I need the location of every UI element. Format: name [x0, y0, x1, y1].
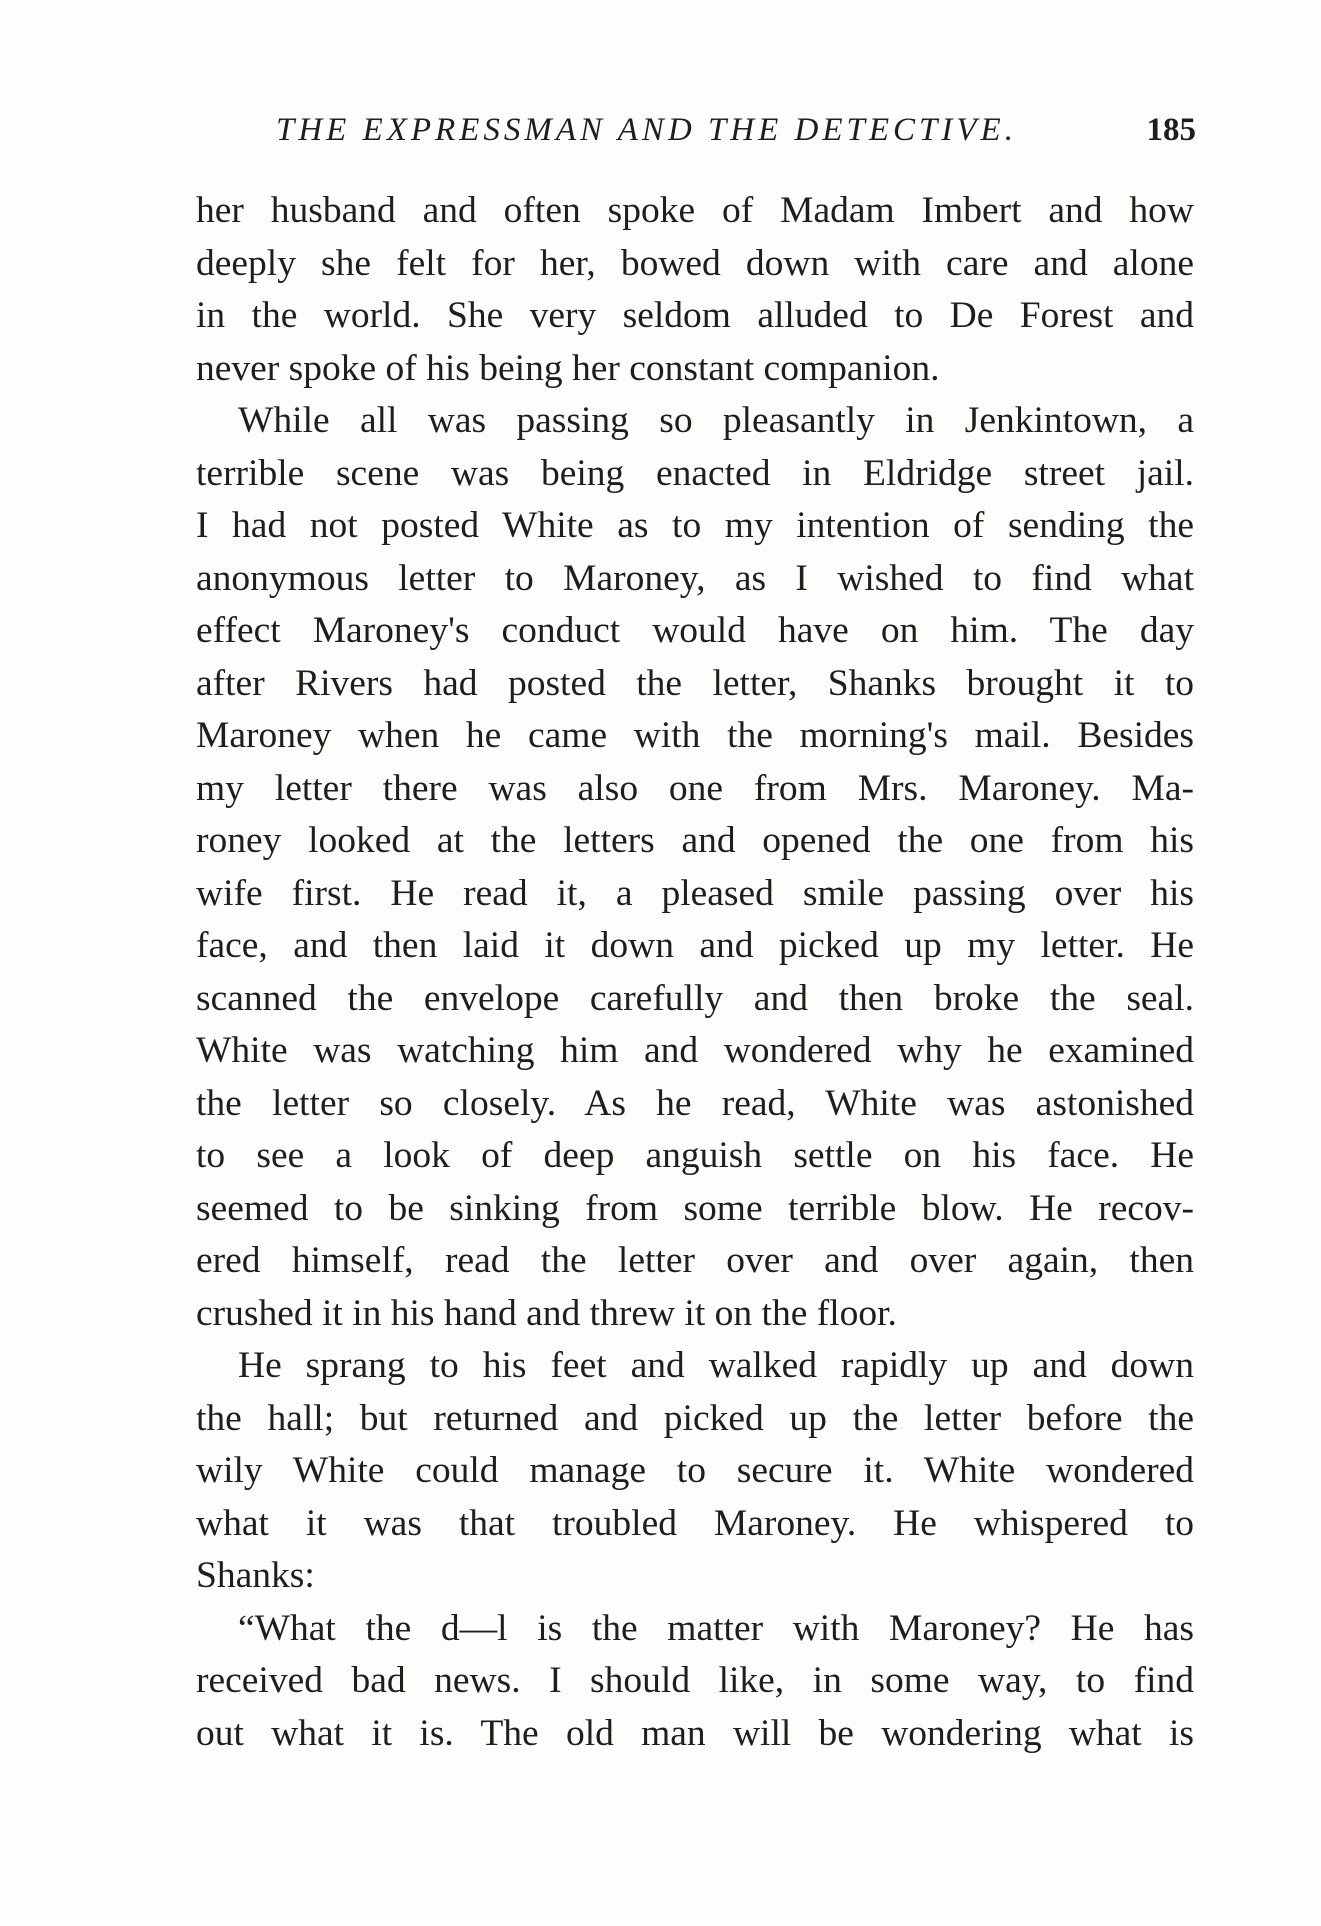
paragraph	[196, 1603, 1194, 1761]
text-line: crushed it in his hand and threw it on the floor.	[196, 1292, 897, 1334]
text-line: out what it is. The old man will be wondering what is	[196, 1712, 1194, 1754]
text-line: face, and then laid it down and picked up my letter. He	[196, 925, 1194, 966]
text-line: in the world. She very seldom alluded to De Forest and	[196, 295, 1194, 336]
text-line: effect Maroney's conduct would have on him. The day	[196, 610, 1194, 651]
text-line: roney looked at the letters and opened the one from his	[196, 820, 1194, 861]
text-line: seemed to be sinking from some terrible blow. He recov-	[196, 1187, 1194, 1229]
text-line: wily White could manage to secure it. White wondered	[196, 1450, 1194, 1491]
text-line: White was watching him and wondered why he examined	[196, 1030, 1194, 1071]
text-line: “What the d—l is the matter with Maroney? He has	[238, 1607, 1194, 1649]
text-line: Shanks:	[196, 1555, 315, 1596]
text-line: Maroney when he came with the morning's mail. Besides	[196, 715, 1194, 756]
text-line: never spoke of his being her constant companion.	[196, 347, 940, 389]
text-line: the letter so closely. As he read, White was astonished	[196, 1082, 1194, 1124]
text-line: her husband and often spoke of Madam Imbert and how	[196, 190, 1194, 231]
text-line: received bad news. I should like, in some way, to find	[196, 1660, 1194, 1701]
text-line: what it was that troubled Maroney. He whispered to	[196, 1502, 1194, 1544]
text-line: scanned the envelope carefully and then broke the seal.	[196, 977, 1194, 1019]
text-line: anonymous letter to Maroney, as I wished to find what	[196, 557, 1194, 599]
text-line: I had not posted White as to my intention of sending the	[196, 505, 1194, 546]
paragraph	[196, 395, 1194, 1340]
running-title: THE EXPRESSMAN AND THE DETECTIVE.	[276, 112, 1017, 148]
text-line: the hall; but returned and picked up the letter before the	[196, 1397, 1194, 1439]
text-line: While all was passing so pleasantly in Jenkintown, a	[238, 400, 1194, 441]
text-line: my letter there was also one from Mrs. Maroney. Ma-	[196, 767, 1194, 809]
text-line: He sprang to his feet and walked rapidly up and down	[238, 1345, 1194, 1386]
text-line: ered himself, read the letter over and over again, then	[196, 1240, 1194, 1281]
text-line: deeply she felt for her, bowed down with care and alone	[196, 242, 1194, 284]
text-line: wife first. He read it, a pleased smile passing over his	[196, 872, 1194, 914]
running-head	[276, 112, 1196, 156]
paragraph	[196, 1340, 1194, 1603]
text-line: to see a look of deep anguish settle on his face. He	[196, 1135, 1194, 1176]
page-number: 185	[1146, 112, 1196, 148]
text-line: after Rivers had posted the letter, Shanks brought it to	[196, 662, 1194, 704]
paragraph	[196, 185, 1194, 395]
text-line: terrible scene was being enacted in Eldridge street jail.	[196, 452, 1194, 494]
body-text	[196, 185, 1194, 1760]
